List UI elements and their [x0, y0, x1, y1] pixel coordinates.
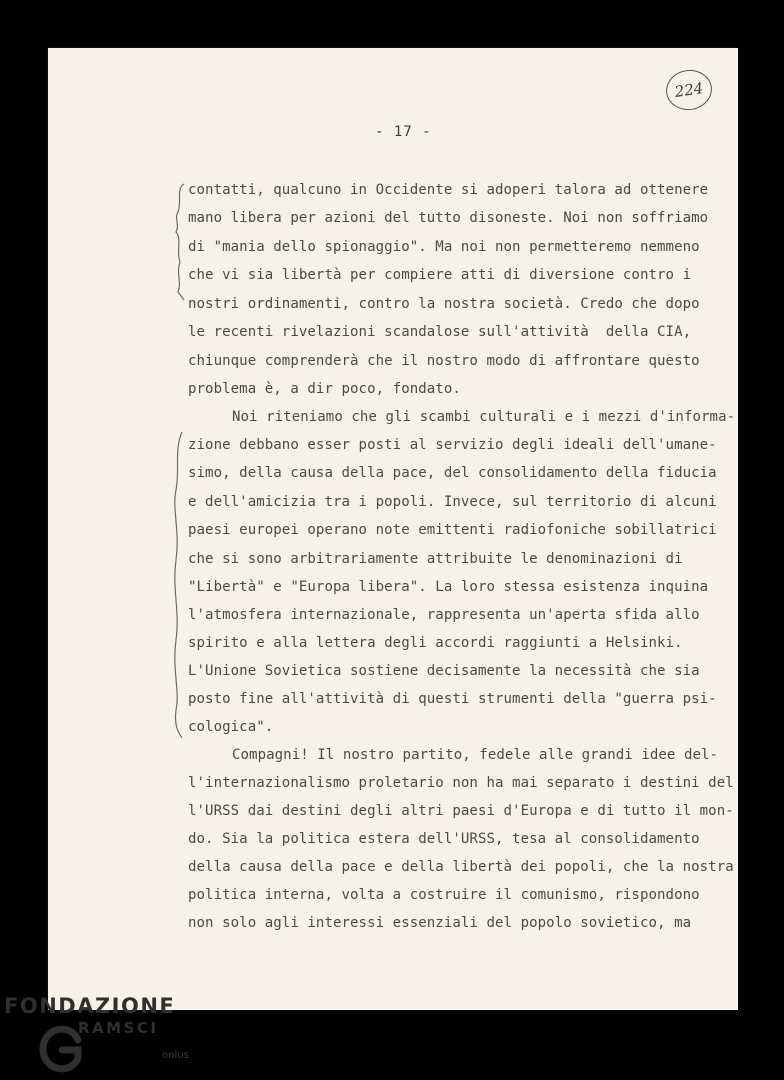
archive-page-number: 224	[663, 67, 714, 113]
text-line: l'internazionalismo proletario non ha mai separato i destini del	[188, 775, 734, 791]
text-line: spirito e alla lettera degli accordi raggiunti a Helsinki.	[188, 635, 683, 651]
text-line: contatti, qualcuno in Occidente si adoperi talora ad ottenere	[188, 182, 709, 198]
text-line: politica interna, volta a costruire il comunismo, rispondono	[188, 887, 700, 903]
margin-bracket-middle	[168, 430, 186, 740]
text-line: simo, della causa della pace, del consolidamento della fiducia	[188, 465, 717, 481]
text-line: "Libertà" e "Europa libera". La loro stessa esistenza inquina	[188, 579, 709, 595]
text-line: mano libera per azioni del tutto disoneste. Noi non soffriamo	[188, 210, 709, 226]
text-line: L'Unione Sovietica sostiene decisamente la necessità che sia	[188, 663, 700, 679]
text-line: di "mania dello spionaggio". Ma noi non permetteremo nemmeno	[188, 239, 700, 255]
text-line: nostri ordinamenti, contro la nostra società. Credo che dopo	[188, 296, 700, 312]
margin-bracket-top	[172, 182, 188, 302]
logo-line1: FONDAZIONE	[4, 994, 176, 1018]
page-number: - 17 -	[375, 124, 432, 140]
text-line: della causa della pace e della libertà dei popoli, che la nostra	[188, 859, 734, 875]
text-line: posto fine all'attività di questi strumenti della "guerra psi-	[188, 691, 717, 707]
text-line: l'URSS dai destini degli altri paesi d'Europa e di tutto il mon-	[188, 803, 734, 819]
text-line: chiunque comprenderà che il nostro modo di affrontare questo	[188, 353, 700, 369]
fondazione-gramsci-logo	[4, 994, 204, 1074]
text-line: l'atmosfera internazionale, rappresenta un'aperta sfida allo	[188, 607, 700, 623]
text-line: Compagni! Il nostro partito, fedele alle grandi idee del-	[232, 747, 719, 763]
text-line: non solo agli interessi essenziali del popolo sovietico, ma	[188, 915, 692, 931]
text-line: che vi sia libertà per compiere atti di diversione contro i	[188, 267, 692, 283]
text-line: cologica".	[188, 719, 274, 735]
text-line: Noi riteniamo che gli scambi culturali e i mezzi d'informa-	[232, 409, 736, 425]
text-line: le recenti rivelazioni scandalose sull'attività della CIA,	[188, 324, 692, 340]
logo-sub: onlus	[162, 1050, 189, 1061]
text-line: e dell'amicizia tra i popoli. Invece, sul territorio di alcuni	[188, 494, 717, 510]
text-line: do. Sia la politica estera dell'URSS, tesa al consolidamento	[188, 831, 700, 847]
text-line: che si sono arbitrariamente attribuite le denominazioni di	[188, 551, 683, 567]
text-line: zione debbano esser posti al servizio degli ideali dell'umane-	[188, 437, 717, 453]
text-line: problema è, a dir poco, fondato.	[188, 381, 461, 397]
text-line: paesi europei operano note emittenti radiofoniche sobillatrici	[188, 522, 717, 538]
logo-line2: RAMSCI	[78, 1019, 159, 1037]
